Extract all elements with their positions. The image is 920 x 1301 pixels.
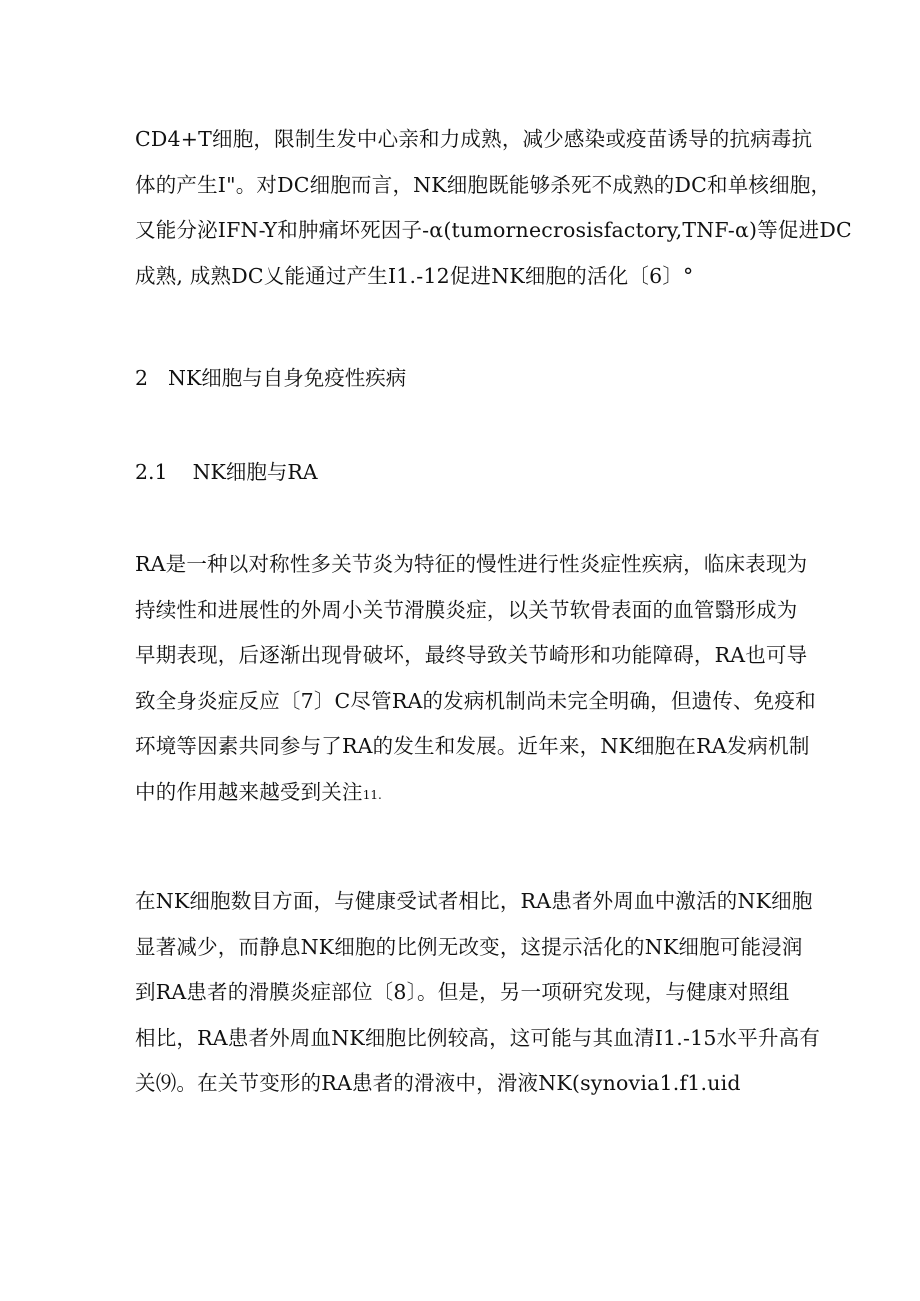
section-number: 2 xyxy=(135,366,149,390)
text-line: 相比，RA患者外周血NK细胞比例较高，这可能与其血清I1.-15水平升高有 xyxy=(135,1025,821,1050)
text-fragment: 中的作用越来越受到关注 xyxy=(135,779,363,804)
text-line: 关⑼。在关节变形的RA患者的滑液中，滑液NK(synovia1.f1.uid xyxy=(135,1071,741,1095)
section-heading-2 xyxy=(135,364,406,392)
text-line: 又能分泌IFN-Y和肿痛坏死因子-α(tumornecrosisfactory,TNF-α)等促进DC xyxy=(135,218,852,242)
section-title: NK细胞与RA xyxy=(192,460,318,484)
section-title: NK细胞与自身免疫性疾病 xyxy=(168,366,407,390)
text-line: 持续性和进展性的外周小关节滑膜炎症，以关节软骨表面的血管翳形成为 xyxy=(135,597,798,622)
citation-subscript: 11. xyxy=(362,787,382,802)
text-line: 体的产生I"。对DC细胞而言，NK细胞既能够杀死不成熟的DC和单核细胞， xyxy=(135,172,832,197)
text-line: 到RA患者的滑膜炎症部位〔8〕。但是，另一项研究发现，与健康对照组 xyxy=(135,980,790,1004)
paragraph-nk-count-in-ra xyxy=(135,879,821,1107)
section-number: 2.1 xyxy=(135,460,168,484)
text-line: 环境等因素共同参与了RA的发生和发展。近年来，NK细胞在RA发病机制 xyxy=(135,734,810,758)
text-line-last xyxy=(135,770,795,819)
text-line: 在NK细胞数目方面，与健康受试者相比，RA患者外周血中激活的NK细胞 xyxy=(135,889,813,913)
text-line: 早期表现，后逐渐出现骨破坏，最终导致关节崎形和功能障碍，RA也可导 xyxy=(135,643,808,667)
text-line: 成熟, 成熟DC乂能通过产生I1.-12促进NK细胞的活化〔6〕° xyxy=(135,263,694,288)
section-heading-2-1 xyxy=(135,458,318,486)
text-line: RA是一种以对称性多关节炎为特征的慢性进行性炎症性疾病，临床表现为 xyxy=(135,552,808,576)
text-line: 显著减少，而静息NK细胞的比例无改变，这提示活化的NK细胞可能浸润 xyxy=(135,934,803,959)
text-line: 致全身炎症反应〔7〕C尽管RA的发病机制尚未完全明确，但遗传、免疫和 xyxy=(135,688,816,713)
text-line: CD4+T细胞，限制生发中心亲和力成熟，减少感染或疫苗诱导的抗病毒抗 xyxy=(135,127,813,151)
paragraph-nk-dc-interaction xyxy=(135,117,852,299)
paragraph-ra-overview xyxy=(135,542,816,818)
